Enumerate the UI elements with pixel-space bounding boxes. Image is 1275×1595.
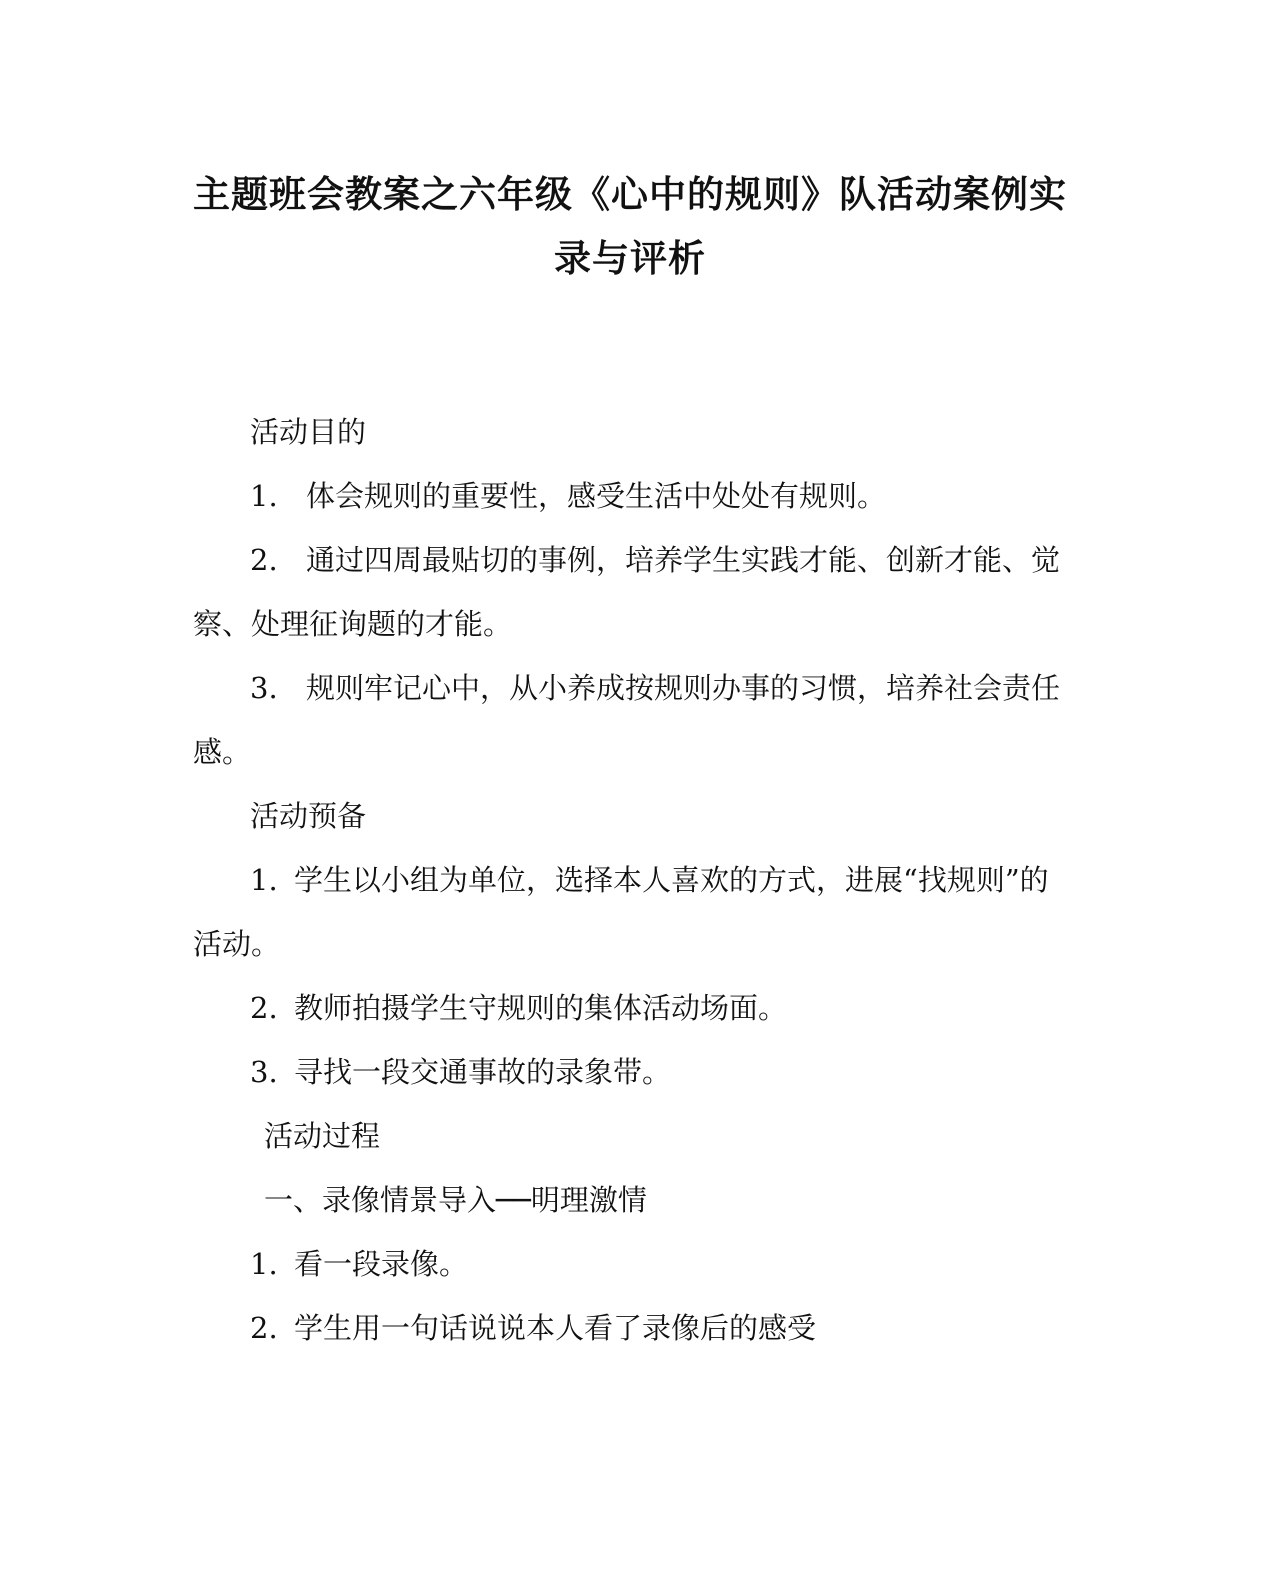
item-text: 看一段录像。: [294, 1247, 469, 1281]
item-number: 3.: [250, 1055, 278, 1089]
section-heading-preparation: 活动预备: [250, 799, 367, 833]
prep-item-3: [250, 1054, 671, 1090]
process-item-1: [250, 1246, 468, 1282]
item-text: 规则牢记心中，从小养成按规则办事的习惯，培养社会责任: [306, 671, 1061, 705]
item-text: 体会规则的重要性，感受生活中处处有规则。: [306, 479, 887, 513]
item-text: 寻找一段交通事故的录象带。: [294, 1055, 672, 1089]
section-heading-purpose: 活动目的: [250, 415, 367, 449]
purpose-item-2: [250, 542, 1060, 578]
item-text: 学生以小组为单位，选择本人喜欢的方式，进展“找规则”的: [294, 863, 1049, 897]
item-number: 3.: [250, 671, 278, 705]
document-title-line-2: 录与评析: [554, 236, 706, 280]
purpose-item-3-continued: 感。: [193, 735, 252, 769]
item-number: 1.: [250, 479, 278, 513]
process-item-2: [250, 1310, 816, 1346]
purpose-item-3: [250, 670, 1060, 706]
process-section-1-heading: 一、录像情景导入──明理激情: [264, 1183, 647, 1217]
item-text: 教师拍摄学生守规则的集体活动场面。: [294, 991, 788, 1025]
prep-item-2: [250, 990, 787, 1026]
prep-item-1-continued: 活动。: [193, 927, 281, 961]
prep-item-1: [250, 862, 1049, 898]
item-number: 2.: [250, 543, 278, 577]
purpose-item-1: [250, 478, 886, 514]
item-number: 2.: [250, 991, 278, 1025]
document-title-line-1: 主题班会教案之六年级《心中的规则》队活动案例实: [193, 172, 1067, 216]
purpose-item-2-continued: 察、处理征询题的才能。: [193, 607, 513, 641]
item-text: 通过四周最贴切的事例，培养学生实践才能、创新才能、觉: [306, 543, 1061, 577]
item-number: 1.: [250, 1247, 278, 1281]
item-number: 1.: [250, 863, 278, 897]
section-heading-process: 活动过程: [264, 1119, 381, 1153]
item-text: 学生用一句话说说本人看了录像后的感受: [294, 1311, 817, 1345]
item-number: 2.: [250, 1311, 278, 1345]
